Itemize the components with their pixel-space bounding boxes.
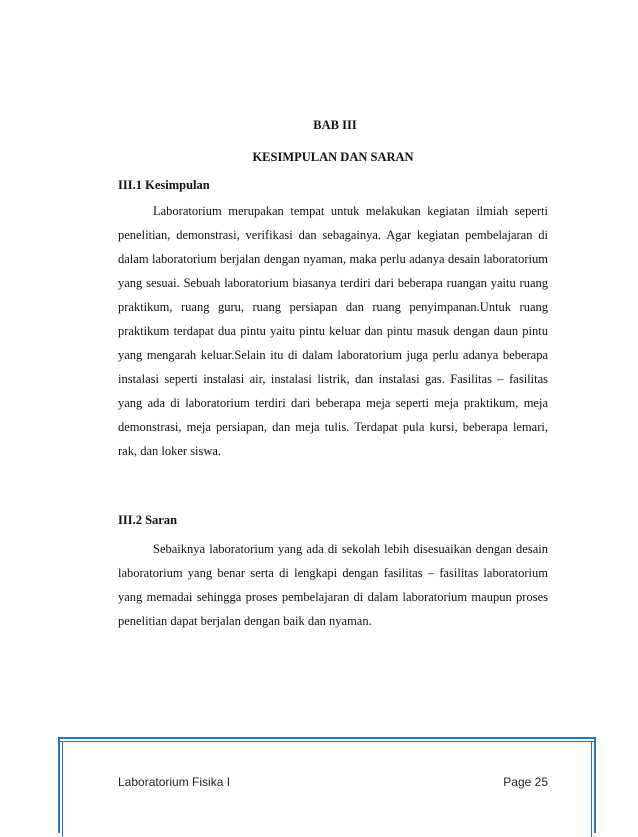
footer-border-right: [594, 737, 596, 833]
chapter-number: BAB III: [313, 118, 357, 132]
paragraph-saran: Sebaiknya laboratorium yang ada di sekolah lebih disesuaikan dengan desain laboratorium yang benar serta di lengkapi dengan fasilitas – fasilitas laboratorium yang memadai sehingga proses pembelajaran di dalam laboratorium maupun proses penelitian dapat berjalan dengan baik dan nyaman.: [118, 542, 548, 628]
chapter-title: KESIMPULAN DAN SARAN: [252, 150, 414, 164]
paragraph-kesimpulan: Laboratorium merupakan tempat untuk melakukan kegiatan ilmiah seperti penelitian, demonstrasi, verifikasi dan sebagainya. Agar kegiatan pembelajaran di dalam laboratorium berjalan dengan nyaman, maka perlu adanya desain laboratorium yang sesuai. Sebuah laboratorium biasanya terdiri dari beberapa ruangan yaitu ruang praktikum, ruang guru, ruang persiapan dan ruang penyimpanan.Untuk ruang praktikum terdapat dua pintu yaitu pintu keluar dan pintu masuk dengan daun pintu yang mengarah keluar.Selain itu di dalam laboratorium juga perlu adanya beberapa instalasi seperti instalasi air, instalasi listrik, dan instalasi gas. Fasilitas – fasilitas yang ada di laboratorium terdiri dari beberapa meja seperti meja praktikum, meja demonstrasi, meja persiapan, dan meja tulis. Terdapat pula kursi, beberapa lemari, rak, dan loker siswa.: [118, 204, 548, 458]
section-heading-kesimpulan: III.1 Kesimpulan: [118, 178, 210, 192]
footer-page-number: Page 25: [503, 775, 548, 789]
section-heading-saran: III.2 Saran: [118, 513, 178, 527]
footer-border-left-inner: [62, 741, 63, 837]
footer-border-top: [58, 737, 596, 739]
footer-border-top-inner: [58, 741, 596, 742]
footer-border-right-inner: [591, 741, 592, 837]
footer-document-title: Laboratorium Fisika I: [118, 775, 231, 789]
footer-border-left: [58, 737, 60, 833]
